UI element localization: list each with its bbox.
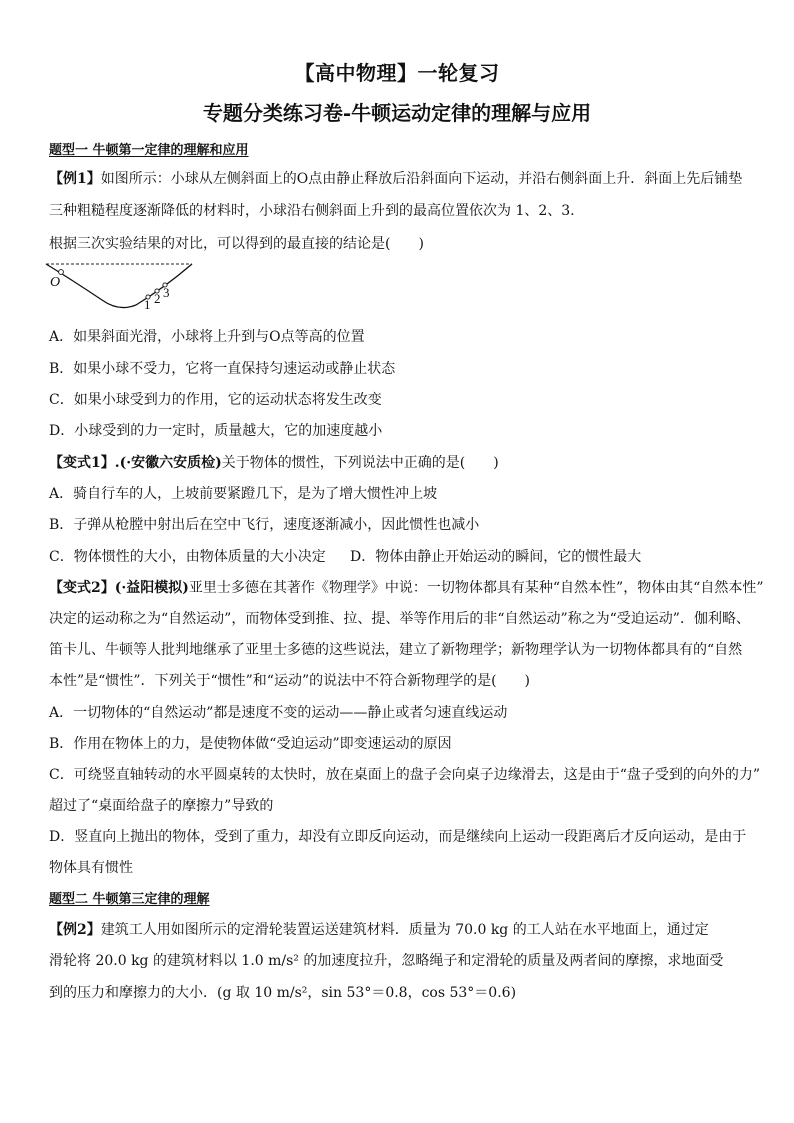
variant-1-question: 关于物体的惯性，下列说法中正确的是( ) [221, 455, 499, 471]
example-1-line-1 [49, 168, 742, 188]
incline-diagram [44, 260, 194, 316]
label-2: 2 [154, 291, 161, 306]
label-3: 3 [163, 285, 170, 300]
section-heading-1: 题型一 牛顿第一定律的理解和应用 [49, 143, 249, 158]
variant-1-option-d: D．物体由静止开始运动的瞬间，它的惯性最大 [350, 549, 642, 565]
variant-1-stem [49, 452, 499, 472]
section-heading-2: 题型二 牛顿第三定律的理解 [49, 892, 210, 907]
example-1-option-c: C．如果小球受到力的作用，它的运动状态将发生改变 [49, 392, 382, 408]
example-2-line-3: 到的压力和摩擦力的大小．(g 取 10 m/s²，sin 53°＝0.8，cos 53°＝0.6) [49, 985, 517, 1001]
variant-2-option-d-line-1: D．竖直向上抛出的物体，受到了重力，却没有立即反向运动，而是继续向上运动一段距离后才反向运动，是由于 [49, 829, 747, 845]
example-2-tag: 【例2】 [49, 922, 101, 938]
variant-2-option-b: B．作用在物体上的力，是使物体做“受迫运动”即变速运动的原因 [49, 736, 452, 752]
example-2-line-2: 滑轮将 20.0 kg 的建筑材料以 1.0 m/s² 的加速度拉升，忽略绳子和定滑轮的质量及两者间的摩擦，求地面受 [49, 953, 724, 969]
page-subtitle: 专题分类练习卷-牛顿运动定律的理解与应用 [202, 101, 592, 125]
variant-2-option-a: A．一切物体的“自然运动”都是速度不变的运动——静止或者匀速直线运动 [49, 705, 508, 721]
variant-2-source: (·益阳模拟) [114, 580, 189, 596]
example-1-option-a: A．如果斜面光滑，小球将上升到与O点等高的位置 [49, 329, 365, 345]
ball-o [59, 270, 64, 275]
label-1: 1 [144, 297, 151, 312]
variant-2-text-1: 亚里士多德在其著作《物理学》中说：一切物体都具有某种“自然本性”，物体由其“自然本性” [188, 580, 764, 596]
example-1-option-b: B．如果小球不受力，它将一直保持匀速运动或静止状态 [49, 361, 396, 377]
variant-1-source: .(·安徽六安质检) [114, 455, 222, 471]
example-2-text-1: 建筑工人用如图所示的定滑轮装置运送建筑材料．质量为 70.0 kg 的工人站在水平地面上，通过定 [100, 922, 709, 938]
variant-1-option-a: A．骑自行车的人，上坡前要紧蹬几下，是为了增大惯性冲上坡 [49, 486, 438, 502]
example-1-question: 根据三次实验结果的对比，可以得到的最直接的结论是( ) [49, 236, 424, 252]
variant-1-tag: 【变式1】 [49, 455, 115, 471]
example-2-line-1 [49, 919, 709, 939]
example-1-line-2: 三种粗糙程度逐渐降低的材料时，小球沿右侧斜面上升到的最高位置依次为 1、2、3. [49, 203, 575, 219]
page-title: 【高中物理】一轮复习 [294, 61, 500, 85]
variant-2-option-d-line-2: 物体具有惯性 [49, 860, 133, 876]
label-o: O [50, 275, 61, 290]
variant-2-line-3: 笛卡儿、牛顿等人批判地继承了亚里士多德的这些说法，建立了新物理学；新物理学认为一切物体都具有的“自然 [49, 642, 743, 658]
example-1-text-1: 如图所示：小球从左侧斜面上的O点由静止释放后沿斜面向下运动，并沿右侧斜面上升．斜面上先后铺垫 [100, 171, 743, 187]
example-1-option-d: D．小球受到的力一定时，质量越大，它的加速度越小 [49, 423, 383, 439]
variant-1-option-c: C．物体惯性的大小，由物体质量的大小决定 [49, 549, 326, 565]
variant-2-line-2: 决定的运动称之为“自然运动”，而物体受到推、拉、提、举等作用后的非“自然运动”称之为“受迫运动”．伽利略、 [49, 611, 750, 627]
example-1-tag: 【例1】 [49, 171, 101, 187]
variant-2-option-c-line-2: 超过了“桌面给盘子的摩擦力”导致的 [49, 798, 274, 814]
variant-2-tag: 【变式2】 [49, 580, 115, 596]
variant-2-option-c-line-1: C．可绕竖直轴转动的水平圆桌转的太快时，放在桌面上的盘子会向桌子边缘滑去，这是由于“盘子受到的向外的力” [49, 767, 761, 783]
variant-2-line-1 [49, 577, 764, 597]
variant-1-option-b: B．子弹从枪膛中射出后在空中飞行，速度逐渐减小，因此惯性也减小 [49, 517, 480, 533]
incline-curve [46, 264, 192, 308]
variant-2-line-4: 本性”是“惯性”．下列关于“惯性”和“运动”的说法中不符合新物理学的是( ) [49, 673, 531, 689]
